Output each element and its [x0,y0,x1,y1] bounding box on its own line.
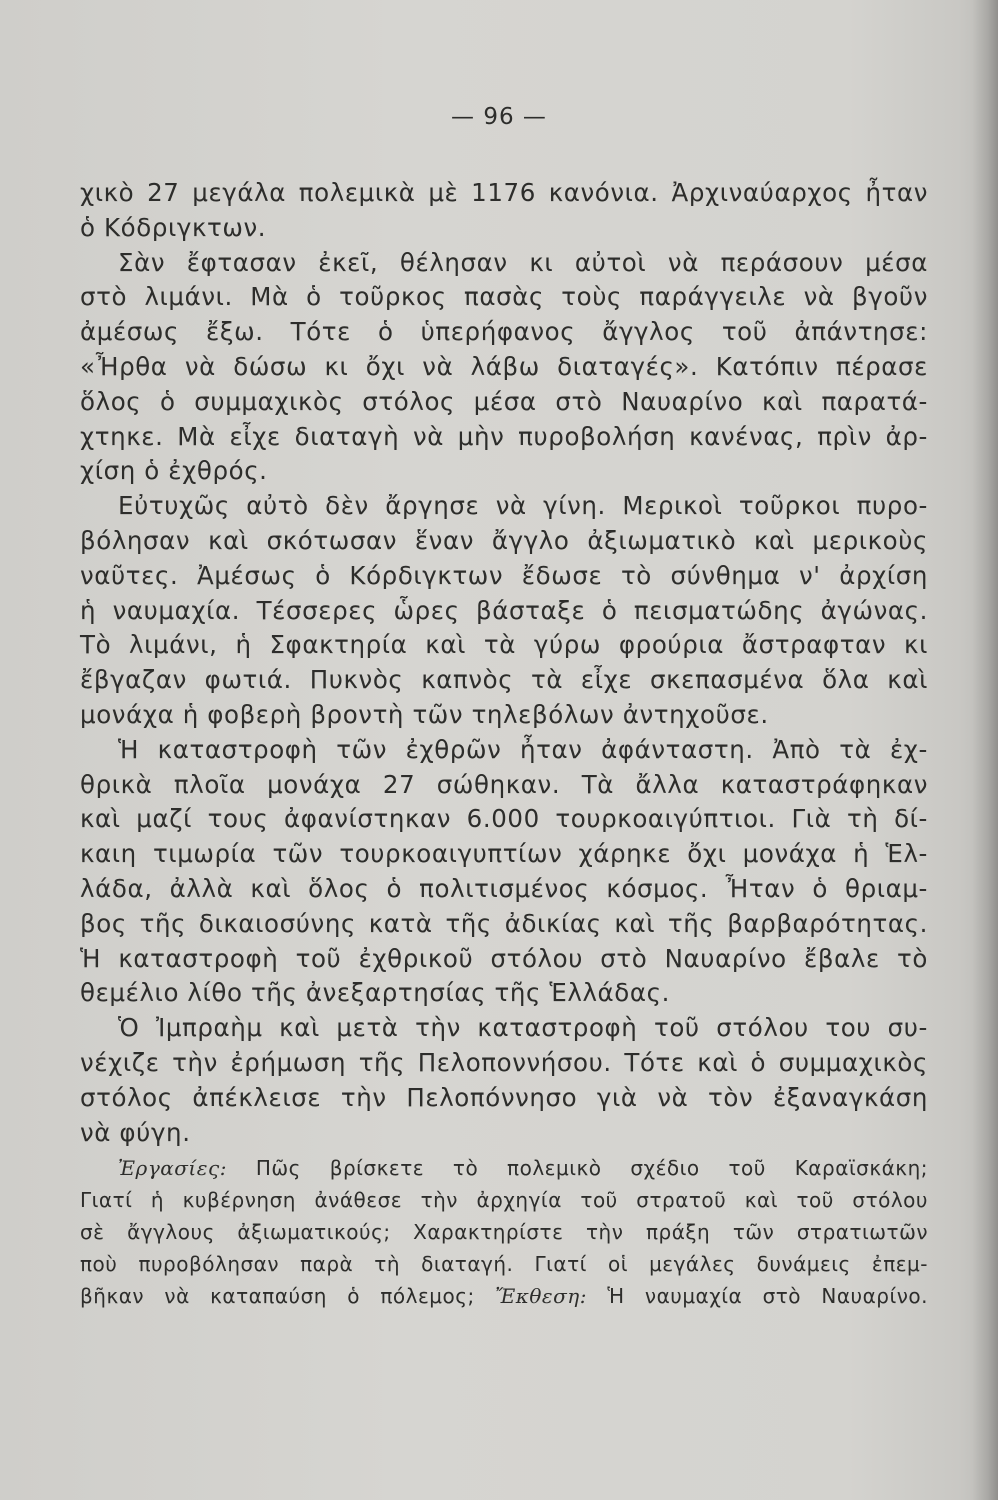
text-line: νὰ φύγη. [80,1117,191,1147]
text-line: ἡ ναυμαχία. Τέσσερες ὧρες βάσταξε ὁ πεισματώδης ἀγώνας. [80,595,928,625]
text-line: ἀμέσως ἔξω. Τότε ὁ ὑπερήφανος ἄγγλος τοῦ ἀπάντησε: [80,317,928,347]
exercises-label: Ἐργασίες: [118,1156,227,1180]
text-line: ἔβγαζαν φωτιά. Πυκνὸς καπνὸς τὰ εἶχε σκεπασμένα ὅλα καὶ [80,665,928,695]
text-line: νέχιζε τὴν ἐρήμωση τῆς Πελοποννήσου. Τότε καὶ ὁ συμμαχικὸς [80,1047,928,1077]
text-line: Ἡ καταστροφὴ τῶν ἐχθρῶν ἦταν ἀφάνταστη. Ἀπὸ τὰ ἐχ- [118,734,928,764]
essay-topic: Ἡ ναυμαχία στὸ Ναυαρίνο. [587,1284,928,1308]
exercises-line [80,1152,928,1184]
page-number: — 96 — [451,104,547,130]
text-line: καιη τιμωρία τῶν τουρκοαιγυπτίων χάρηκε ὄχι μονάχα ἡ Ἑλ- [80,839,928,869]
body-text [80,176,928,1150]
text-line: καὶ μαζί τους ἀφανίστηκαν 6.000 τουρκοαιγύπτιοι. Γιὰ τὴ δί- [80,804,928,834]
exercises-section [80,1152,928,1312]
essay-label: Ἔκθεση: [495,1284,588,1308]
text-line: βόλησαν καὶ σκότωσαν ἕναν ἄγγλο ἀξιωματικὸ καὶ μερικοὺς [80,525,928,555]
text-line: Εὐτυχῶς αὐτὸ δὲν ἄργησε νὰ γίνη. Μερικοὶ τοῦρκοι πυρο- [118,491,928,521]
text-line: θεμέλιο λίθο τῆς ἀνεξαρτησίας τῆς Ἑλλάδας. [80,978,671,1008]
text-line: θρικὰ πλοῖα μονάχα 27 σώθηκαν. Τὰ ἄλλα καταστράφηκαν [80,769,928,799]
text-line: χτηκε. Μὰ εἶχε διαταγὴ νὰ μὴν πυροβολήση κανένας, πρὶν ἀρ- [80,421,928,451]
exercises-line: σὲ ἄγγλους ἀξιωματικούς; Χαρακτηρίστε τὴν πράξη τῶν στρατιωτῶν [80,1220,928,1244]
text-line: μονάχα ἡ φοβερὴ βροντὴ τῶν τηλεβόλων ἀντηχοῦσε. [80,699,769,729]
text-line: ὁ Κόδριγκτων. [80,212,267,242]
text-line: λάδα, ἀλλὰ καὶ ὅλος ὁ πολιτισμένος κόσμος. Ἦταν ὁ θριαμ- [80,873,928,903]
text-line: Τὸ λιμάνι, ἡ Σφακτηρία καὶ τὰ γύρω φρούρια ἄστραφταν κι [80,630,928,660]
text-line: χίση ὁ ἐχθρός. [80,456,268,486]
text-line: ὅλος ὁ συμμαχικὸς στόλος μέσα στὸ Ναυαρίνο καὶ παρατά- [80,386,928,416]
text-line: στόλος ἀπέκλεισε τὴν Πελοπόννησο γιὰ νὰ τὸν ἐξαναγκάση [80,1082,928,1112]
text-line: Ἡ καταστροφὴ τοῦ ἐχθρικοῦ στόλου στὸ Ναυαρίνο ἔβαλε τὸ [80,943,928,973]
text-line: Ὁ Ἰμπραὴμ καὶ μετὰ τὴν καταστροφὴ τοῦ στόλου του συ- [118,1013,928,1043]
text-line: «Ἦρθα νὰ δώσω κι ὄχι νὰ λάβω διαταγές». Κατόπιν πέρασε [80,351,928,381]
exercises-line: Γιατί ἡ κυβέρνηση ἀνάθεσε τὴν ἀρχηγία τοῦ στρατοῦ καὶ τοῦ στόλου [80,1188,928,1212]
exercises-text: Πῶς βρίσκετε τὸ πολεμικὸ σχέδιο τοῦ Καραϊσκάκη; [226,1156,928,1180]
text-line: ναῦτες. Ἀμέσως ὁ Κόρδιγκτων ἔδωσε τὸ σύνθημα ν' ἀρχίση [80,560,928,590]
page-edge-shadow [972,0,998,1500]
exercises-line: ποὺ πυροβόλησαν παρὰ τὴ διαταγή. Γιατί οἱ μεγάλες δυνάμεις ἐπεμ- [80,1252,928,1276]
text-line: χικὸ 27 μεγάλα πολεμικὰ μὲ 1176 κανόνια. Ἀρχιναύαρχος ἦταν [80,178,928,207]
exercises-text: βῆκαν νὰ καταπαύση ὁ πόλεμος; [80,1284,475,1308]
text-line: Σὰν ἔφτασαν ἐκεῖ, θέλησαν κι αὐτοὶ νὰ περάσουν μέσα [118,247,928,277]
text-line: στὸ λιμάνι. Μὰ ὁ τοῦρκος πασὰς τοὺς παράγγειλε νὰ βγοῦν [80,282,928,312]
exercises-line [80,1280,928,1312]
text-line: βος τῆς δικαιοσύνης κατὰ τῆς ἀδικίας καὶ τῆς βαρβαρότητας. [80,908,928,938]
